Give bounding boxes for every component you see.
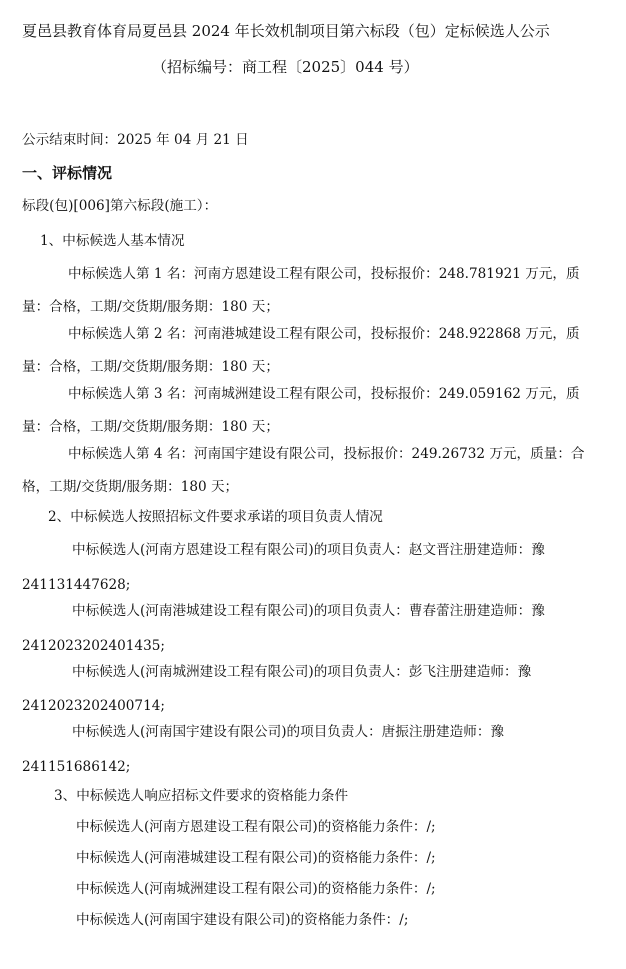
candidate-2-line-2: 量：合格，工期/交货期/服务期：180 天； bbox=[22, 359, 279, 375]
candidate-2-line-1: 中标候选人第 2 名：河南港城建设工程有限公司，投标报价：248.922868 万元，质 bbox=[68, 326, 580, 342]
candidate-1-line-1: 中标候选人第 1 名：河南方恩建设工程有限公司，投标报价：248.781921 万元，质 bbox=[68, 266, 580, 282]
condition-2: 中标候选人(河南港城建设工程有限公司)的资格能力条件：/; bbox=[76, 850, 436, 866]
condition-4: 中标候选人(河南国宇建设有限公司)的资格能力条件：/; bbox=[76, 912, 409, 928]
condition-1: 中标候选人(河南方恩建设工程有限公司)的资格能力条件：/; bbox=[76, 819, 436, 835]
section-heading-evaluation: 一、评标情况 bbox=[22, 164, 113, 182]
candidate-4-line-2: 格，工期/交货期/服务期：180 天； bbox=[22, 479, 239, 495]
condition-3: 中标候选人(河南城洲建设工程有限公司)的资格能力条件：/; bbox=[76, 881, 436, 897]
manager-1-line-2: 241131447628; bbox=[22, 577, 131, 593]
manager-4-line-1: 中标候选人(河南国宇建设有限公司)的项目负责人：唐振注册建造师：豫 bbox=[72, 724, 505, 740]
manager-3-line-2: 2412023202400714; bbox=[22, 698, 165, 714]
candidate-3-line-2: 量：合格，工期/交货期/服务期：180 天； bbox=[22, 419, 279, 435]
manager-2-line-2: 2412023202401435; bbox=[22, 638, 165, 654]
title-line-1: 夏邑县教育体育局夏邑县 2024 年长效机制项目第六标段（包）定标候选人公示 bbox=[22, 22, 550, 40]
manager-1-line-1: 中标候选人(河南方恩建设工程有限公司)的项目负责人：赵文晋注册建造师：豫 bbox=[72, 542, 545, 558]
manager-4-line-2: 241151686142; bbox=[22, 759, 131, 775]
subsection-heading-3: 3、中标候选人响应招标文件要求的资格能力条件 bbox=[54, 788, 349, 804]
subsection-heading-2: 2、中标候选人按照招标文件要求承诺的项目负责人情况 bbox=[48, 509, 383, 525]
candidate-4-line-1: 中标候选人第 4 名：河南国宇建设有限公司，投标报价：249.26732 万元，质量：合 bbox=[68, 446, 585, 462]
manager-3-line-1: 中标候选人(河南城洲建设工程有限公司)的项目负责人：彭飞注册建造师：豫 bbox=[72, 664, 532, 680]
candidate-3-line-1: 中标候选人第 3 名：河南城洲建设工程有限公司，投标报价：249.059162 万元，质 bbox=[68, 386, 580, 402]
candidate-1-line-2: 量：合格，工期/交货期/服务期：180 天； bbox=[22, 299, 279, 315]
subsection-heading-1: 1、中标候选人基本情况 bbox=[40, 233, 185, 249]
notice-end-date: 公示结束时间：2025 年 04 月 21 日 bbox=[22, 132, 249, 148]
manager-2-line-1: 中标候选人(河南港城建设工程有限公司)的项目负责人：曹春蕾注册建造师：豫 bbox=[72, 603, 545, 619]
lot-label: 标段(包)[006]第六标段(施工）： bbox=[22, 198, 218, 214]
title-line-2: （招标编号：商工程〔2025〕044 号） bbox=[152, 58, 419, 76]
